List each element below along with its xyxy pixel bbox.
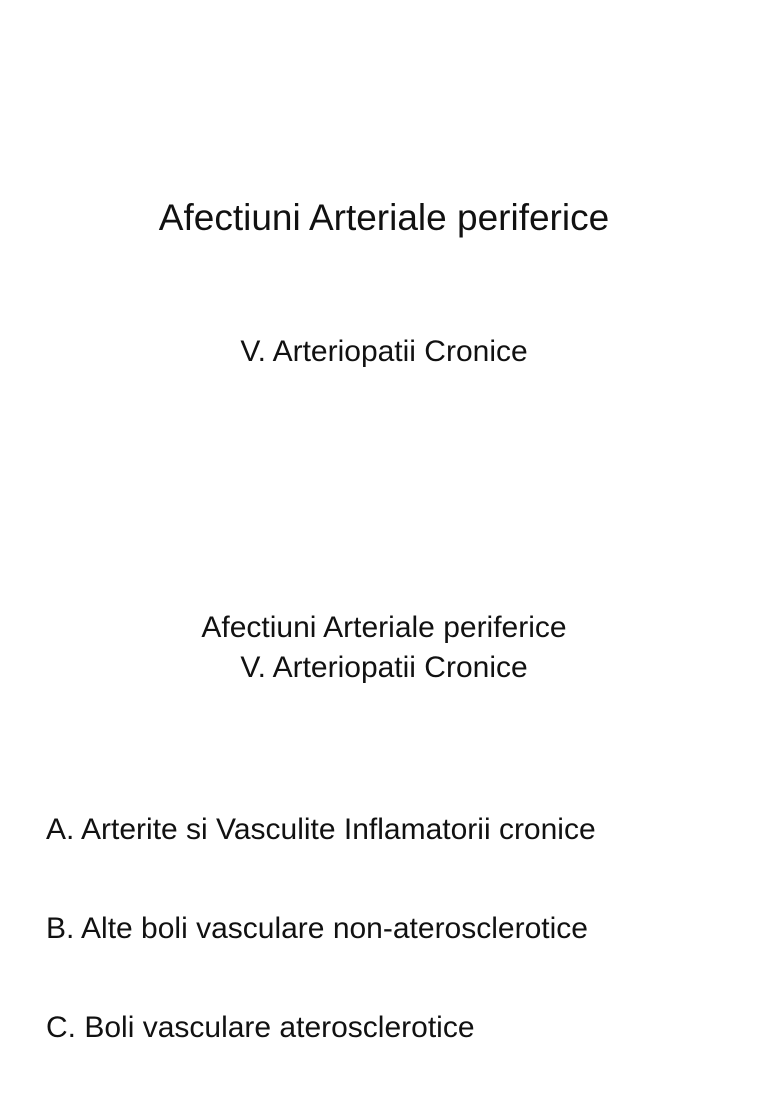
outline-item-c: C. Boli vasculare aterosclerotice — [46, 1011, 475, 1044]
slide-1 — [0, 0, 768, 520]
slide-1-subtitle: V. Arteriopatii Cronice — [240, 335, 528, 368]
outline-item-b: B. Alte boli vasculare non-aterosclerotice — [46, 912, 588, 945]
slide-1-title: Afectiuni Arteriale periferice — [158, 197, 610, 238]
slide-2-outline-list — [46, 812, 756, 1109]
slide-2-title-line-2: V. Arteriopatii Cronice — [240, 651, 528, 684]
slide-2 — [0, 560, 768, 1044]
outline-item-a: A. Arterite si Vasculite Inflamatorii cronice — [46, 813, 596, 846]
slide-2-title-line-1: Afectiuni Arteriale periferice — [201, 611, 567, 644]
slide-2-title — [0, 608, 768, 688]
